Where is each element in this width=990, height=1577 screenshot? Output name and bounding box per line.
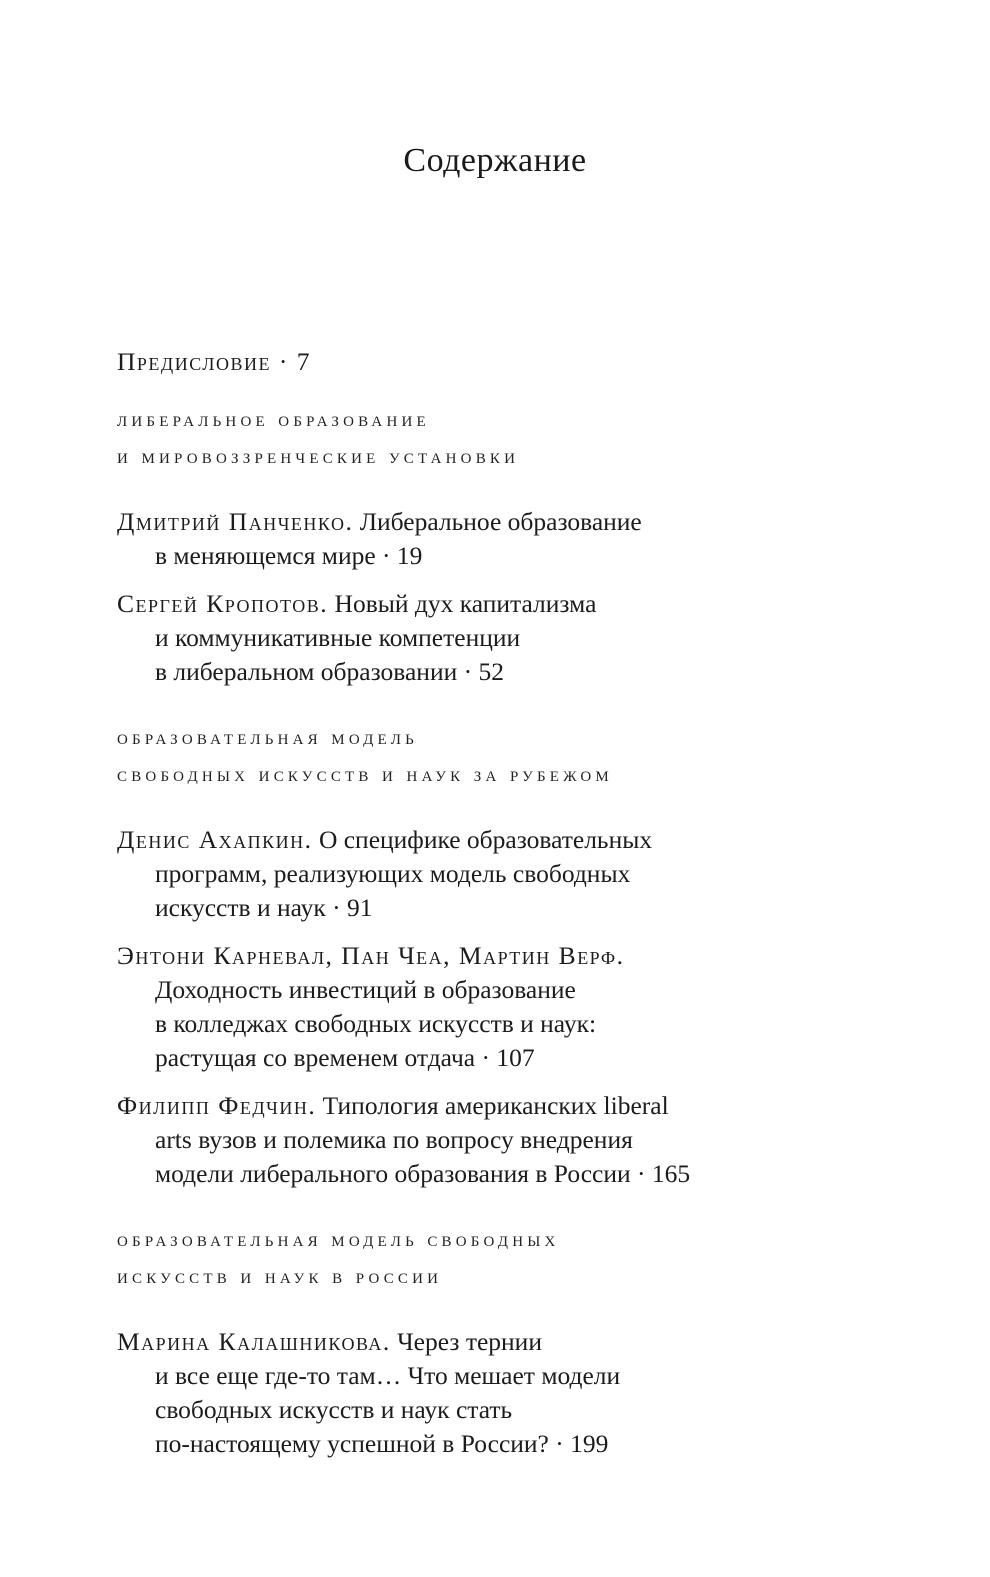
section-heading: искусств и наук в россии <box>117 1264 443 1288</box>
entry-title-line: О специфике образовательных <box>318 825 653 854</box>
entry-author: Марина Калашникова. <box>117 1327 391 1356</box>
entry-title-line: растущая со временем отдача · 107 <box>155 1043 535 1072</box>
entry-author: Энтони Карневал, Пан Чеа, Мартин Верф. <box>117 941 625 970</box>
entry-title-line: в меняющемся мире · 19 <box>155 541 423 570</box>
entry-title-line: и все еще где-то там… Что мешает модели <box>155 1361 621 1390</box>
entry-title-line: Либеральное образование <box>359 507 642 536</box>
toc-entry <box>117 823 817 925</box>
entry-title-line: Доходность инвестиций в образование <box>155 975 576 1004</box>
entry-title-line: Через тернии <box>397 1327 542 1356</box>
entry-title-line: модели либерального образования в России · 165 <box>155 1159 691 1188</box>
table-of-contents <box>117 345 817 1461</box>
page-title: Содержание <box>403 142 587 179</box>
entry-author: Дмитрий Панченко. <box>117 507 354 536</box>
entry-title-line: arts вузов и полемика по вопросу внедрения <box>155 1125 633 1154</box>
toc-entry <box>117 1089 817 1191</box>
section-heading: свободных искусств и наук за рубежом <box>117 762 613 786</box>
entry-title-line: Новый дух капитализма <box>334 589 597 618</box>
section-heading: образовательная модель свободных <box>117 1227 560 1251</box>
section-heading: и мировоззренческие установки <box>117 444 520 468</box>
entry-title-line: искусств и наук · 91 <box>155 893 373 922</box>
entry-title-line: и коммуникативные компетенции <box>155 623 521 652</box>
toc-entry <box>117 505 817 573</box>
section-heading: либеральное образование <box>117 407 430 431</box>
entry-author: Сергей Кропотов. <box>117 589 329 618</box>
entry-title-line: программ, реализующих модель свободных <box>155 859 631 888</box>
entry-author: Денис Ахапкин. <box>117 825 313 854</box>
section-heading: образовательная модель <box>117 725 418 749</box>
entry-title-line: в либеральном образовании · 52 <box>155 657 504 686</box>
toc-entry <box>117 939 817 1075</box>
entry-title-line: свободных искусств и наук стать <box>155 1395 513 1424</box>
entry-title-line: по-настоящему успешной в России? · 199 <box>155 1429 609 1458</box>
toc-preface: Предисловие · 7 <box>117 347 311 376</box>
toc-entry <box>117 587 817 689</box>
entry-title-line: в колледжах свободных искусств и наук: <box>155 1009 597 1038</box>
toc-entry <box>117 1325 817 1461</box>
entry-author: Филипп Федчин. <box>117 1091 317 1120</box>
entry-title-line: Типология американских liberal <box>322 1091 669 1120</box>
